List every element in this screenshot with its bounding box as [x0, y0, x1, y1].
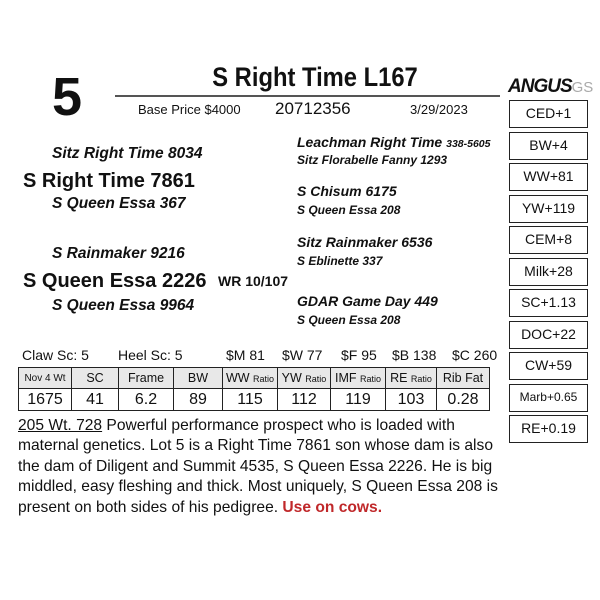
performance-table	[18, 367, 490, 411]
table-header-row	[19, 368, 490, 389]
dollar-w: $W 77	[282, 347, 323, 363]
sss-reg: 338-5605	[446, 138, 491, 150]
val-sc: 41	[72, 389, 119, 411]
epd-ced: CED+1	[509, 100, 588, 128]
pedigree-sdd: S Queen Essa 208	[297, 203, 401, 217]
dollar-c: $C 260	[452, 347, 498, 363]
yw-ratio: Ratio	[305, 374, 327, 384]
val-imf: 119	[331, 389, 386, 411]
epd-cem: CEM+8	[509, 226, 588, 254]
col-rib-fat: Rib Fat	[437, 368, 490, 389]
dam-weaning-ratio: WR 10/107	[218, 273, 289, 289]
val-bw: 89	[174, 389, 223, 411]
description-text: Powerful performance prospect who is loaded with maternal genetics. Lot 5 is a Right Time 7861 son whose dam is also the dam of Diligent and Summit 4535, S Queen Essa 2226. He is big middled, easy fleshing and thick. Most uniquely, S Queen Essa 208 is present on both sides of his pedigree.	[18, 417, 498, 516]
col-re	[386, 368, 437, 389]
re-label: RE	[390, 371, 408, 385]
pedigree-dam-dam: S Queen Essa 9964	[52, 297, 195, 314]
val-ww: 115	[223, 389, 278, 411]
logo-suffix: GS	[571, 79, 594, 96]
val-frame: 6.2	[119, 389, 174, 411]
val-re: 103	[386, 389, 437, 411]
dollar-f: $F 95	[341, 347, 377, 363]
col-yw	[278, 368, 331, 389]
pedigree-sire-dam: S Queen Essa 367	[52, 195, 186, 212]
ww-ratio: Ratio	[253, 374, 275, 384]
epd-yw: YW+119	[509, 195, 588, 223]
usage-note: Use on cows.	[282, 498, 383, 516]
epd-marb: Marb+0.65	[509, 384, 588, 412]
val-yw: 112	[278, 389, 331, 411]
epd-milk: Milk+28	[509, 258, 588, 286]
epd-ww: WW+81	[509, 163, 588, 191]
pedigree-ddd: S Queen Essa 208	[297, 313, 401, 327]
description	[18, 416, 500, 518]
val-nov-wt: 1675	[19, 389, 72, 411]
claw-score: Claw Sc: 5	[22, 347, 89, 363]
col-imf	[331, 368, 386, 389]
weaning-weight: 205 Wt. 728	[18, 417, 103, 434]
col-sc: SC	[72, 368, 119, 389]
base-price: Base Price $4000	[138, 102, 241, 117]
col-ww	[223, 368, 278, 389]
heel-score: Heel Sc: 5	[118, 347, 183, 363]
epd-doc: DOC+22	[509, 321, 588, 349]
table-row	[19, 389, 490, 411]
col-nov-wt: Nov 4 Wt	[19, 368, 72, 389]
pedigree-dss: Sitz Rainmaker 6536	[297, 234, 433, 250]
pedigree-dam: S Queen Essa 2226	[23, 270, 207, 292]
sss-name: Leachman Right Time	[297, 134, 443, 150]
ww-label: WW	[225, 371, 250, 385]
logo-main: ANGUS	[508, 76, 572, 97]
val-rib-fat: 0.28	[437, 389, 490, 411]
pedigree-dds: GDAR Game Day 449	[297, 293, 438, 309]
epd-re: RE+0.19	[509, 415, 588, 443]
dollar-m: $M 81	[226, 347, 265, 363]
epd-bw: BW+4	[509, 132, 588, 160]
yw-label: YW	[281, 371, 302, 385]
pedigree-ssd: Sitz Florabelle Fanny 1293	[297, 153, 448, 167]
imf-label: IMF	[334, 371, 357, 385]
imf-ratio: Ratio	[360, 374, 382, 384]
col-frame: Frame	[119, 368, 174, 389]
lot-number: 5	[52, 67, 83, 127]
epd-cw: CW+59	[509, 352, 588, 380]
epd-sc: SC+1.13	[509, 289, 588, 317]
pedigree-dsd: S Eblinette 337	[297, 254, 383, 268]
pedigree-dam-sire: S Rainmaker 9216	[52, 245, 185, 262]
registration-number: 20712356	[275, 99, 351, 118]
angus-gs-logo	[508, 76, 593, 98]
epd-column	[509, 100, 588, 447]
dollar-b: $B 138	[392, 347, 437, 363]
pedigree-sire-sire: Sitz Right Time 8034	[52, 145, 203, 162]
re-ratio: Ratio	[410, 374, 432, 384]
col-bw: BW	[174, 368, 223, 389]
bull-name: S Right Time L167	[212, 62, 418, 92]
pedigree-sire: S Right Time 7861	[23, 170, 195, 192]
birth-date: 3/29/2023	[410, 102, 468, 117]
pedigree-sds: S Chisum 6175	[297, 183, 397, 199]
pedigree-sss	[297, 134, 490, 150]
